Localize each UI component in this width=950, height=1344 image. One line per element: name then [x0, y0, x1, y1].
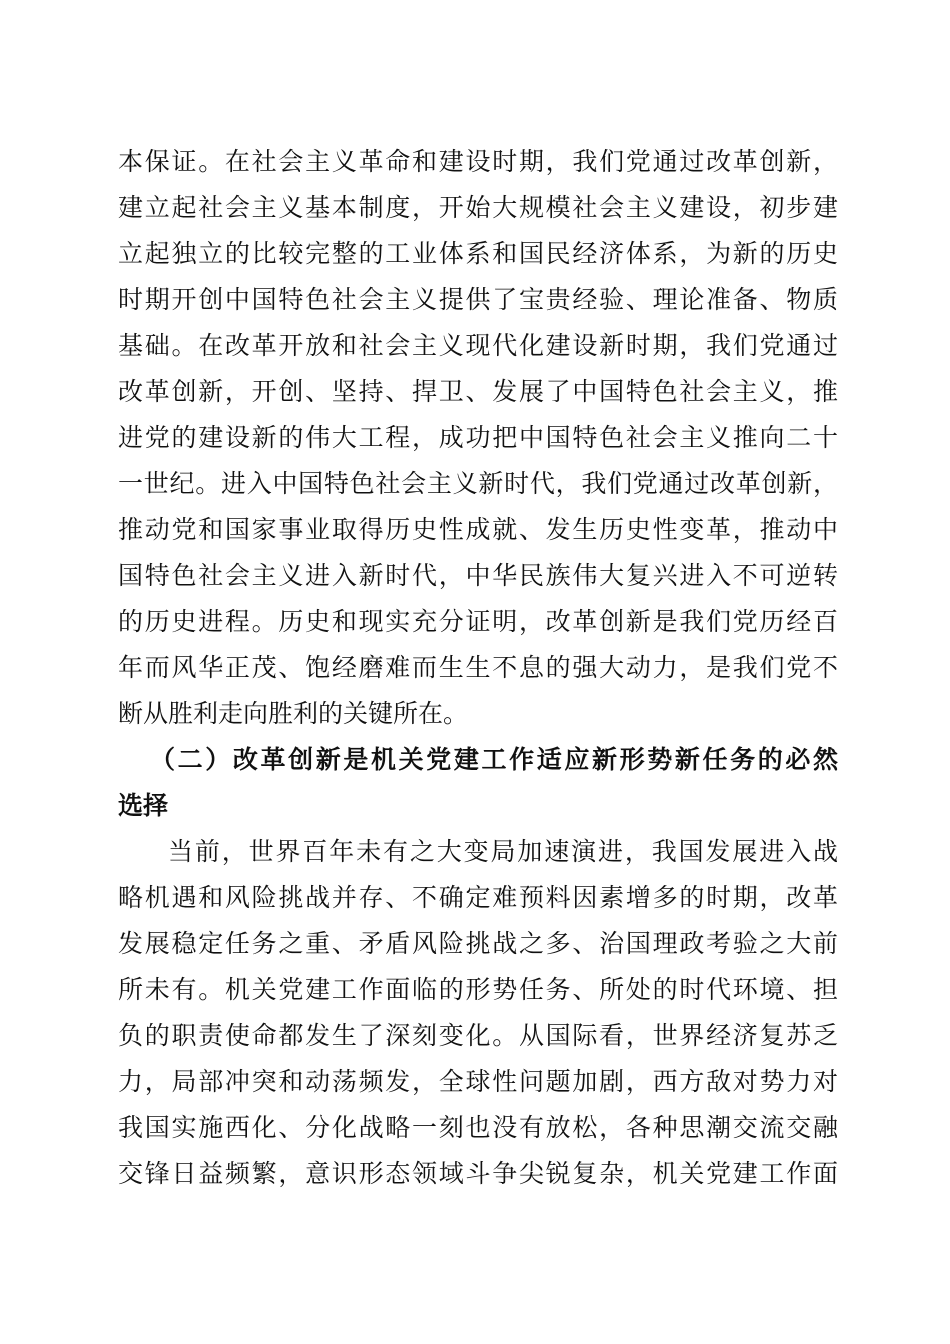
text-line: 发展稳定任务之重、矛盾风险挑战之多、治国理政考验之大前 [118, 929, 838, 958]
text-line: 本保证。在社会主义革命和建设时期，我们党通过改革创新， [118, 147, 838, 176]
text-line: 基础。在改革开放和社会主义现代化建设新时期，我们党通过 [118, 331, 838, 360]
text-line: 年而风华正茂、饱经磨难而生生不息的强大动力，是我们党不 [118, 653, 838, 682]
text-line: 当前，世界百年未有之大变局加速演进，我国发展进入战 [168, 837, 838, 866]
text-line: 建立起社会主义基本制度，开始大规模社会主义建设，初步建 [118, 193, 838, 222]
text-line: 改革创新，开创、坚持、捍卫、发展了中国特色社会主义，推 [118, 377, 838, 406]
text-line: 断从胜利走向胜利的关键所在。 [118, 699, 469, 728]
text-line: 时期开创中国特色社会主义提供了宝贵经验、理论准备、物质 [118, 285, 838, 314]
text-line: 的历史进程。历史和现实充分证明，改革创新是我们党历经百 [118, 607, 838, 636]
text-line: 立起独立的比较完整的工业体系和国民经济体系，为新的历史 [118, 239, 838, 268]
text-line: 我国实施西化、分化战略一刻也没有放松，各种思潮交流交融 [118, 1113, 838, 1142]
text-line: 一世纪。进入中国特色社会主义新时代，我们党通过改革创新， [118, 469, 838, 498]
text-line: 力，局部冲突和动荡频发，全球性问题加剧，西方敌对势力对 [118, 1067, 838, 1096]
text-line: 推动党和国家事业取得历史性成就、发生历史性变革，推动中 [118, 515, 838, 544]
heading-line: （二）改革创新是机关党建工作适应新形势新任务的必然 [150, 745, 838, 774]
heading-line: 选择 [118, 791, 169, 820]
text-line: 略机遇和风险挑战并存、不确定难预料因素增多的时期，改革 [118, 883, 838, 912]
text-line: 交锋日益频繁，意识形态领域斗争尖锐复杂，机关党建工作面 [118, 1159, 838, 1188]
text-line: 国特色社会主义进入新时代，中华民族伟大复兴进入不可逆转 [118, 561, 838, 590]
text-line: 负的职责使命都发生了深刻变化。从国际看，世界经济复苏乏 [118, 1021, 838, 1050]
text-line: 所未有。机关党建工作面临的形势任务、所处的时代环境、担 [118, 975, 838, 1004]
text-line: 进党的建设新的伟大工程，成功把中国特色社会主义推向二十 [118, 423, 838, 452]
